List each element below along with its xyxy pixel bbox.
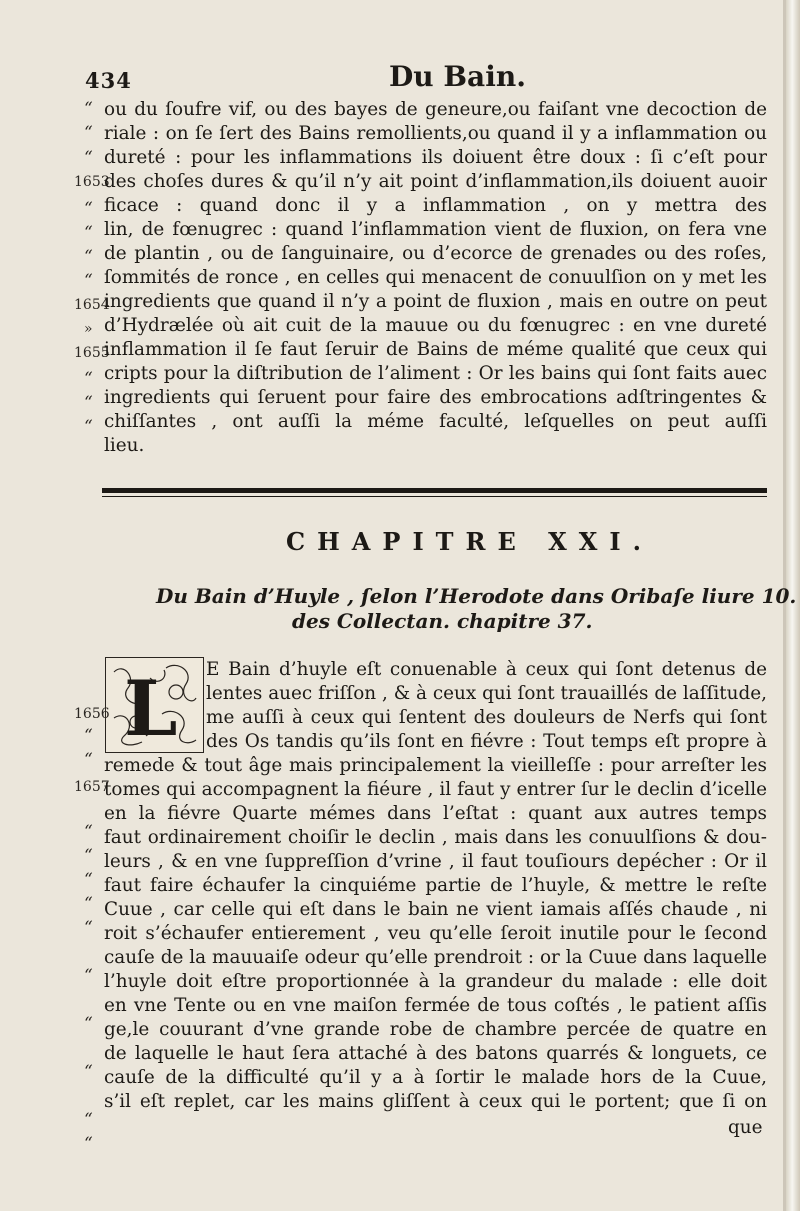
text-line: dureté : pour les inflammations ils doiuent être doux : ſi c’eſt pour <box>104 147 767 168</box>
section-rule-thin <box>102 496 767 497</box>
margin-quote-mark: “ <box>84 966 93 986</box>
text-line: lentes auec friſſon , & à ceux qui ſont trauaillés de laſſitude, <box>206 683 767 704</box>
text-line: cauſe de la difficulté qu’il y a à ſortir le malade hors de la Cuue, <box>104 1067 767 1088</box>
text-line: cripts pour la diſtribution de l’aliment : Or les bains qui ſont faits auec <box>104 363 767 384</box>
margin-quote-mark: “ <box>84 822 93 842</box>
chapter-subtitle: Du Bain d’Huyle , ſelon l’Herodote dans Oribaſe liure 10. <box>156 584 797 608</box>
margin-quote-mark: “ <box>84 846 93 866</box>
text-line: s’il eſt replet, car les mains gliſſent à ceux qui le portent; que ſi on <box>104 1091 767 1112</box>
margin-year: 1655 <box>74 345 110 361</box>
text-line: E Bain d’huyle eſt conuenable à ceux qui ſont detenus de <box>206 659 767 680</box>
text-line: inflammation il ſe faut ſeruir de Bains de méme qualité que ceux qui <box>104 339 767 360</box>
margin-quote-mark: “ <box>84 1062 93 1082</box>
text-line: cauſe de la mauuaiſe odeur qu’elle prendroit : or la Cuue dans laquelle <box>104 947 767 968</box>
text-line: ge,le couurant d’vne grande robe de chambre percée de quatre en <box>104 1019 767 1040</box>
chapter-subtitle: des Collectan. chapitre 37. <box>292 609 593 633</box>
text-line: ou du ſoufre vif, ou des bayes de geneure,ou faiſant vne decoction de <box>104 99 767 120</box>
margin-quote-mark: “ <box>84 271 93 291</box>
text-line: de plantin , ou de ſanguinaire, ou d’ecorce de grenades ou des roſes, <box>104 243 767 264</box>
text-line: lin, de fœnugrec : quand l’inflammation vient de fluxion, on fera vne <box>104 219 767 240</box>
margin-year: 1654 <box>74 297 110 313</box>
text-line: lieu. <box>104 435 145 456</box>
text-line: tomes qui accompagnent la fiéure , il faut y entrer ſur le declin d’icelle <box>104 779 767 800</box>
text-line: de laquelle le haut ſera attaché à des batons quarrés & longuets, ce <box>104 1043 767 1064</box>
text-line: roit s’échaufer entierement , veu qu’elle ſeroit inutile pour le ſecond <box>104 923 767 944</box>
drop-cap-letter: L <box>124 664 178 753</box>
page-number: 434 <box>85 68 132 93</box>
page-header <box>0 60 800 100</box>
text-line: me auſſi à ceux qui ſentent des douleurs de Nerfs qui ſont <box>206 707 767 728</box>
text-line: chiſſantes , ont auſſi la méme faculté, leſquelles on peut auſſi <box>104 411 767 432</box>
text-line: ingredients que quand il n’y a point de fluxion , mais en outre on peut <box>104 291 767 312</box>
margin-quote-mark: “ <box>84 918 93 938</box>
margin-quote-mark: “ <box>84 148 93 168</box>
margin-quote-mark: “ <box>84 417 93 437</box>
margin-quote-mark: “ <box>84 1014 93 1034</box>
text-line: des choſes dures & qu’il n’y ait point d’inflammation,ils doiuent auoir <box>104 171 767 192</box>
margin-quote-mark: “ <box>84 1110 93 1130</box>
text-line: faut faire échaufer la cinquiéme partie de l’huyle, & mettre le reſte <box>104 875 767 896</box>
margin-year: 1656 <box>74 706 110 722</box>
text-line: en la fiévre Quarte mémes dans l’eſtat : quant aux autres temps <box>104 803 767 824</box>
running-title: Du Bain. <box>389 60 526 93</box>
margin-quote-mark: “ <box>84 199 93 219</box>
margin-quote-mark: “ <box>84 369 93 389</box>
margin-quote-mark: “ <box>84 894 93 914</box>
margin-quote-mark: “ <box>84 750 93 770</box>
chapter-heading: CHAPITRE XXI. <box>286 527 653 556</box>
text-line: leurs , & en vne ſuppreſſion d’vrine , il faut touſiours depécher : Or il <box>104 851 767 872</box>
margin-quote-mark: “ <box>84 123 93 143</box>
ornamental-initial <box>105 657 204 753</box>
catchword: que <box>728 1117 763 1138</box>
margin-quote-mark: “ <box>84 1134 93 1154</box>
text-line: ſommités de ronce , en celles qui menacent de conuulſion on y met les <box>104 267 767 288</box>
text-line: ficace : quand donc il y a inflammation , on y mettra des <box>104 195 767 216</box>
text-line: ingredients qui ſeruent pour faire des embrocations adſtringentes & <box>104 387 767 408</box>
section-rule <box>102 488 767 493</box>
margin-quote-mark: “ <box>84 99 93 119</box>
text-line: d’Hydrælée où ait cuit de la mauue ou du fœnugrec : en vne dureté <box>104 315 767 336</box>
margin-quote-mark: “ <box>84 870 93 890</box>
margin-quote-mark: “ <box>84 393 93 413</box>
text-line: des Os tandis qu’ils ſont en fiévre : Tout temps eſt propre à <box>206 731 767 752</box>
margin-quote-mark: “ <box>84 726 93 746</box>
text-line: remede & tout âge mais principalement la vieilleſſe : pour arreſter les <box>104 755 767 776</box>
text-line: Cuue , car celle qui eſt dans le bain ne vient iamais aſſés chaude , ni <box>104 899 767 920</box>
margin-year: 1657 <box>74 779 110 795</box>
text-line: en vne Tente ou en vne maiſon fermée de tous coſtés , le patient aſſis <box>104 995 767 1016</box>
margin-quote-mark: “ <box>84 223 93 243</box>
margin-year: 1653 <box>74 174 110 190</box>
margin-line-prefix: » <box>84 321 93 337</box>
text-line: l’huyle doit eſtre proportionnée à la grandeur du malade : elle doit <box>104 971 767 992</box>
margin-quote-mark: “ <box>84 247 93 267</box>
text-line: riale : on ſe ſert des Bains remollients,ou quand il y a inflammation ou <box>104 123 767 144</box>
text-line: faut ordinairement choiſir le declin , mais dans les conuulſions & dou- <box>104 827 767 848</box>
